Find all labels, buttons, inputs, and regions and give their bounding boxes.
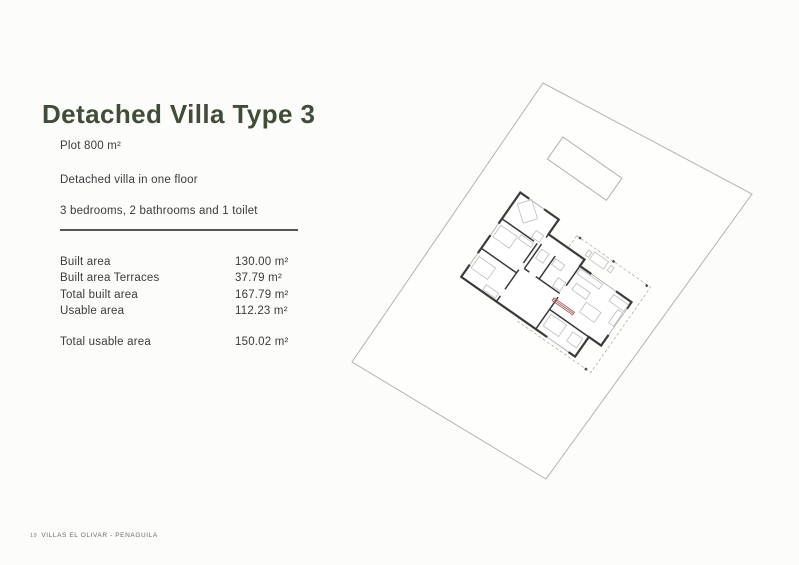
project-name: VILLAS EL OLIVAR - PENAGUILA	[41, 532, 158, 539]
area-label: Built area	[60, 256, 111, 268]
area-label: Built area Terraces	[60, 272, 160, 285]
area-value: 112.23 m²	[235, 304, 288, 317]
area-table	[60, 254, 300, 350]
table-row	[60, 303, 300, 319]
page-number: 19	[30, 533, 38, 539]
footer	[30, 532, 158, 539]
table-row	[60, 254, 300, 270]
table-row	[60, 270, 300, 286]
plot-size-text: Plot 800 m²	[60, 140, 122, 152]
table-row-total	[60, 334, 300, 350]
floors-text: Detached villa in one floor	[60, 174, 198, 186]
area-label: Total built area	[60, 288, 138, 301]
total-area-label: Total usable area	[60, 336, 151, 349]
area-value: 167.79 m²	[235, 288, 289, 301]
page-title: Detached Villa Type 3	[42, 99, 316, 130]
area-label: Usable area	[60, 304, 125, 317]
divider-rule	[60, 229, 298, 231]
table-row	[60, 287, 300, 303]
area-value: 130.00 m²	[235, 256, 289, 268]
rooms-text: 3 bedrooms, 2 bathrooms and 1 toilet	[60, 205, 258, 217]
total-area-value: 150.02 m²	[235, 336, 289, 349]
area-value: 37.79 m²	[235, 272, 282, 285]
